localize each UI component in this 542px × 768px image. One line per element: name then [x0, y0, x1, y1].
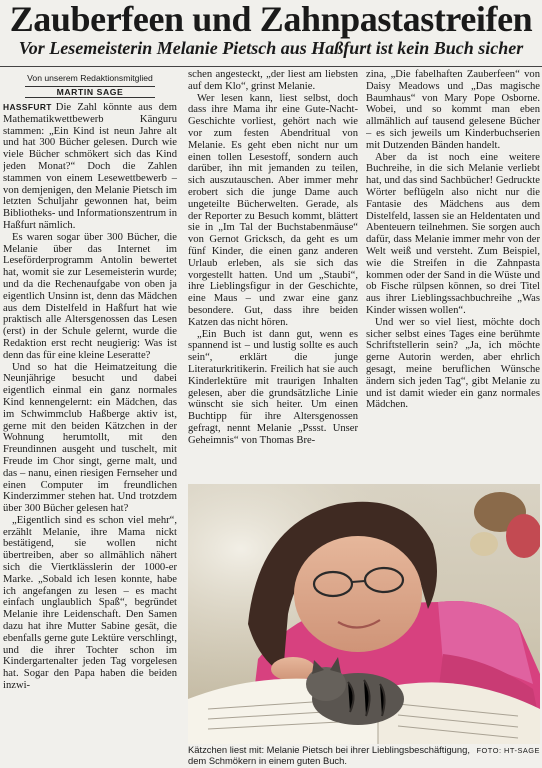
article-column-3: [366, 69, 540, 479]
headline: Zauberfeen und Zahnpastastreifen: [9, 0, 533, 39]
byline-prefix: Von unserem Redaktionsmitglied: [27, 73, 153, 83]
author-name: MARTIN SAGE: [25, 86, 155, 99]
photo-credit: FOTO: HT-SAGE: [476, 746, 540, 755]
divider: [0, 66, 542, 67]
article-column-1: [3, 73, 177, 768]
article-photo: [188, 484, 540, 744]
subheadline: Vor Lesemeisterin Melanie Pietsch aus Haßfurt ist kein Buch sicher: [18, 38, 524, 58]
article-column-2: [188, 69, 358, 479]
paragraph: Und so hat die Heimatzeitung die Neunjährige besucht und dabei eigentlich einmal ein ganz normales Kind kennengelernt: ein Mädchen, das im Schwimmclub Haßberge aktiv ist, gerne mit den beiden Kätzchen in der Wohnung herumtollt, mit den Freundinnen ausgeht und tuschelt, mit Freude im Chor singt, gerne malt, und das – nanu, einen riesigen Fernseher und einen Computer im freundlichen Kinderzimmer stehen hat. Und trotzdem über 300 Bücher gelesen hat?: [3, 361, 177, 515]
paragraph: „Ein Buch ist dann gut, wenn es spannend ist – und lustig sollte es auch sein“, erklärt die junge Literaturkritikerin. Freilich hat sie auch Kinderlektüre mit traurigen Inhalten gelesen, aber die grundsätzliche Linie wünscht sie sich heiter. Um einen Buchtipp für ihre Altersgenossen gefragt, nennt Melanie „Pssst. Unser Geheimnis“ von Thomas Bre-: [188, 328, 358, 446]
paragraph: Es waren sogar über 300 Bücher, die Melanie über das Internet im Leseförderprogramm Antolin bewertet hat, womit sie zur Lesemeisterin wurde; und da die Rechenaufgabe von oben ja eigentlich Unsinn ist, denn das Mädchen aus dem Distelfeld in Haßfurt hat wie praktisch alle Altersgenossen das Lesen (erst) in der Schule gelernt, wurde die Redaktion erst recht neugierig: Was ist denn das für eine kleine Leseratte?: [3, 231, 177, 361]
dateline: HASSFURT: [3, 102, 52, 112]
paragraph: „Eigentlich sind es schon viel mehr“, erzählt Melanie, ihre Mama nickt bestätigend, sie wollen nicht übertreiben, aber so allmählich nähert sich die Viertklässlerin der 1000-er Marke. „Sobald ich lesen konnte, habe ich angefangen zu lesen – es macht einfach unglaublich Spaß“, begründet Melanie ihre Leidenschaft. Den Samen dazu hat ihre Mutter Sabine gesät, die ebenfalls gerne gute Lektüre verschlingt, und die ihrer Tochter schon im Kindergartenalter jeden Tag vorgelesen hat. Sogar den Papa haben die beiden inzwi-: [3, 514, 177, 692]
paragraph: Wer lesen kann, liest selbst, doch dass ihre Mama ihr eine Gute-Nacht-Geschichte vorliest, gehört nach wie vor zum festen Abendritual von Melanie. Es geht eben nicht nur um einen tollen Lesestoff, sondern auch darüber, ihn mit jemanden zu teilen, sich auszutauschen. Aber immer mehr erobert sich die junge Dame auch ungeteilte Bücherwelten. Gerade, als der Reporter zu Besuch kommt, blättert sie in „Im Tal der Buchstabenmäuse“ von Gernot Gricksch, da geht es um fünf Kinder, die einen ganz anderen Urlaub erleben, als sie sich das vorgestellt hatten. Und um „Staubi“, ihre Lieblingsfigur in der Geschichte, eine Maus – und zwar eine ganz besondere. Gut, dass ihre beiden Katzen das nicht hören.: [188, 92, 358, 328]
photo-illustration: [188, 484, 540, 744]
paragraph: Aber da ist noch eine weitere Buchreihe, in die sich Melanie verliebt hat, und das sind Sachbücher! Gedruckte Wörter beflügeln also nicht nur die Fantasie des Mädchens aus dem Distelfeld, lassen sie an Heldentaten und Abenteuern teilnehmen. Sie sorgen auch dafür, dass Melanie immer mehr von der Welt weiß und versteht. Zum Beispiel, wie die Streifen in die Zahnpasta kommen oder der Sand in die Wüste und ob Fische rülpsen können, so drei Titel aus ihrer Lieblingssachbuchreihe „Was Kinder wissen wollen“.: [366, 151, 540, 316]
paragraph: Und wer so viel liest, möchte doch sicher selbst eines Tages eine berühmte Schriftstellerin sein? „Ja, ich möchte gerne Autorin werden, aber ehrlich gesagt, meine beruflichen Wünsche ändern sich jeden Tag“, gibt Melanie zu und ist damit wieder ein ganz normales Mädchen.: [366, 316, 540, 411]
paragraph-text: Die Zahl könnte aus dem Mathematikwettbewerb Känguru stammen: „Ein Kind ist neun Jahre alt und hat 300 Bücher gelesen. Durch wie viele Bücher schmökert sich das Kind jeden Monat?“ Doch die Zahlen stammen von einem Lesewettbewerb – von demjenigen, den Melanie Pietsch im letzten Schuljahr gewonnen hat, beim Bibliotheks- und Informationszentrum in Haßfurt nämlich.: [3, 102, 177, 231]
byline: [3, 73, 177, 98]
paragraph: [3, 102, 177, 232]
caption-text: Kätzchen liest mit: Melanie Pietsch bei ihrer Lieblingsbeschäftigung, dem Schmökern in einem guten Buch.: [188, 744, 470, 766]
paragraph: zina, „Die fabelhaften Zauberfeen“ von Daisy Meadows und „Das magische Baumhaus“ von Mary Pope Osborne. Wobei, und so kommt man eben allmählich auf tausend gelesene Bücher – es sich jeweils um Kinderbuchserien mit Dutzenden Bänden handelt.: [366, 69, 540, 151]
paragraph: schen angesteckt, „der liest am liebsten auf dem Klo“, grinst Melanie.: [188, 69, 358, 92]
photo-caption: [188, 744, 540, 766]
